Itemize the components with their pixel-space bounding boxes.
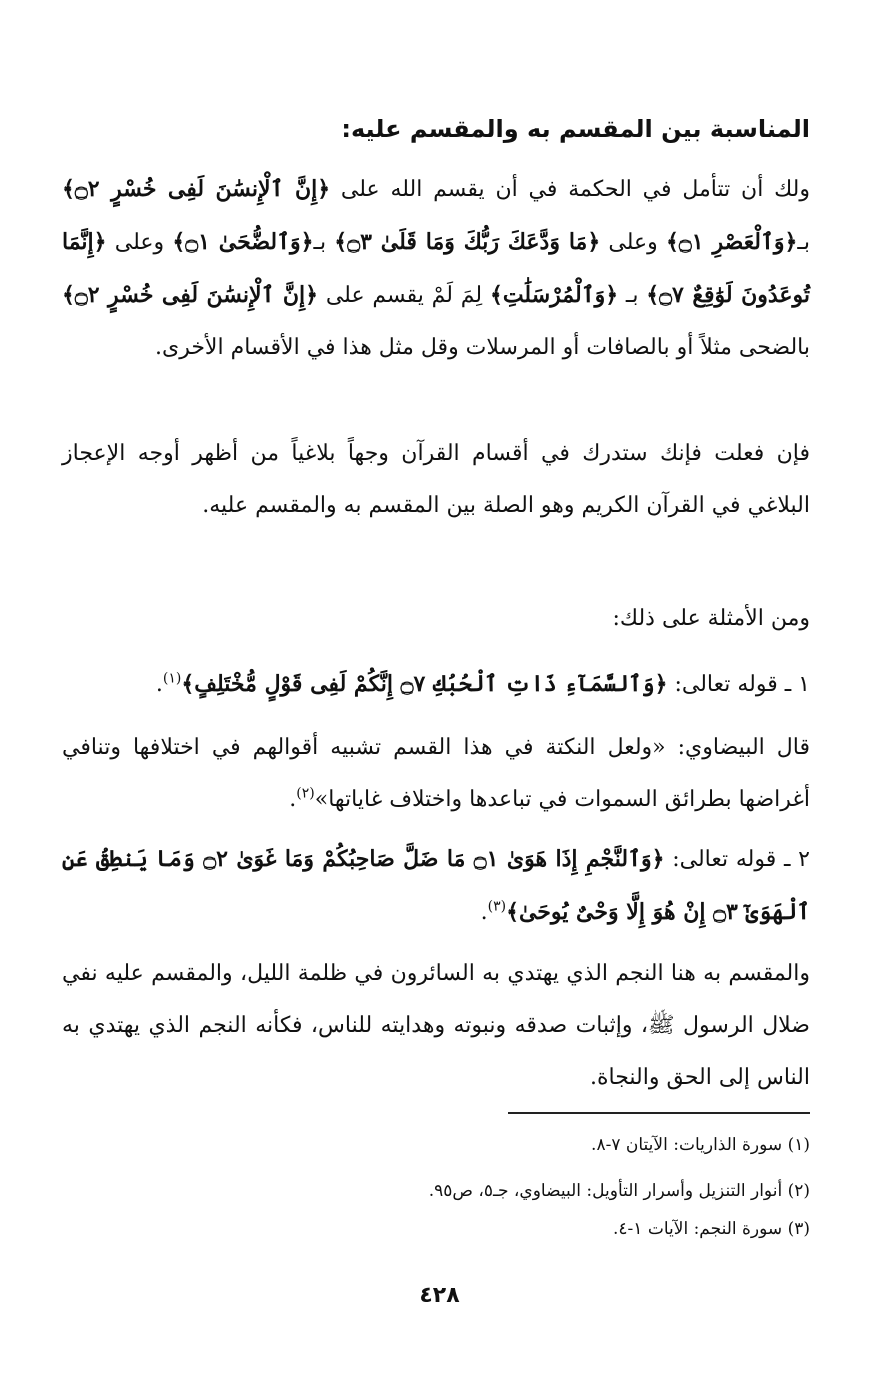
text-segment: بالضحى مثلاً أو بالصافات أو المرسلات وقل مثل هذا في الأقسام الأخرى. [154, 335, 810, 360]
text-segment: لِمَ لَمْ يقسم على [318, 283, 490, 308]
paragraph-wisdom-of-oaths [62, 163, 810, 374]
quran-verse: ﴿وَٱلْعَصْرِ ۝١﴾ [666, 229, 798, 255]
quran-verse: ﴿إِنَّ ٱلْإِنسَٰنَ لَفِى خُسْرٍ ۝٢﴾ [62, 282, 319, 308]
text-segment: ولك أن تتأمل في الحكمة في أن يقسم الله على [330, 177, 810, 202]
footnote-marker: (١) [162, 670, 182, 687]
example-label: ٢ ـ قوله تعالى: [664, 847, 810, 872]
paragraph-rhetorical-aspect: فإن فعلت فإنك ستدرك في أقسام القرآن وجهاً بلاغياً من أظهر أوجه الإعجاز البلاغي في القرآن الكريم وهو الصلة بين المقسم به والمقسم عليه. [62, 441, 810, 518]
footnote-marker: (٣) [487, 898, 507, 915]
text-segment: وعلى [600, 230, 666, 255]
quran-verse: ﴿مَا وَدَّعَكَ رَبُّكَ وَمَا قَلَىٰ ۝٣﴾ [334, 229, 601, 255]
quote-text: قال البيضاوي: «ولعل النكتة في هذا القسم تشبيه أقوالهم في اختلافها وتنافي أغراضها بطرائق السموات في تباعدها واختلاف غاياتها» [62, 735, 810, 812]
footnote-divider [508, 1112, 810, 1114]
section-heading: المناسبة بين المقسم به والمقسم عليه: [341, 115, 810, 143]
quran-verse: ﴿إِنَّ ٱلْإِنسَٰنَ لَفِى خُسْرٍ ۝٢﴾ [62, 176, 331, 202]
footnote-1: (١) سورة الذاريات: الآيتان ٧-٨. [591, 1135, 810, 1155]
footnote-3: (٣) سورة النجم: الآيات ١-٤. [613, 1219, 810, 1239]
quran-verse: ﴿وَٱلضُّحَىٰ ۝١﴾ [172, 229, 314, 255]
text-segment: بـ [797, 230, 810, 255]
page-number: ٤٢٨ [419, 1283, 460, 1308]
text-segment: بـ [313, 230, 335, 255]
example-2 [62, 833, 810, 939]
example-1 [156, 658, 810, 711]
quran-verse: ﴿وَٱلسَّمَآءِ ذَاتِ ٱلْحُبُكِ ۝٧ إِنَّكُمْ لَفِى قَوْلٍ مُّخْتَلِفٍ﴾ [181, 671, 668, 697]
paragraph-star-oath: والمقسم به هنا النجم الذي يهتدي به السائرون في ظلمة الليل، والمقسم عليه نفي ضلال الرسول ﷺ، وإثبات صدقه ونبوته وهدايته للناس، فكأنه النجم الذي يهتدي به الناس إلى الحق والنجاة. [62, 961, 810, 1090]
footnote-2: (٢) أنوار التنزيل وأسرار التأويل: البيضاوي، جـ٥، ص٩٥. [428, 1181, 810, 1201]
text-segment: وعلى [106, 230, 173, 255]
quran-verse: ﴿وَٱلْمُرْسَلَٰتِ﴾ [489, 282, 619, 308]
quran-verse: ﴿إِنَّمَا تُوعَدُونَ لَوَٰقِعٌ ۝٧﴾ [62, 229, 811, 308]
quran-verse: ﴿وَٱلنَّجْمِ إِذَا هَوَىٰ ۝١ مَا ضَلَّ صَاحِبُكُمْ وَمَا غَوَىٰ ۝٢ وَمَا يَنطِقُ عَنِ ٱلْهَوَىٰٓ ۝٣ إِنْ هُوَ إِلَّا وَحْىٌ يُوحَىٰ﴾ [62, 846, 810, 925]
text-segment: . [155, 672, 163, 697]
text-segment: . [289, 787, 297, 812]
text-segment: . [480, 900, 488, 925]
footnote-marker: (٢) [296, 785, 315, 802]
example-label: ١ ـ قوله تعالى: [667, 672, 810, 697]
text-segment: بـ [618, 283, 647, 308]
examples-intro: ومن الأمثلة على ذلك: [612, 606, 810, 631]
baydawi-quote [62, 722, 810, 826]
